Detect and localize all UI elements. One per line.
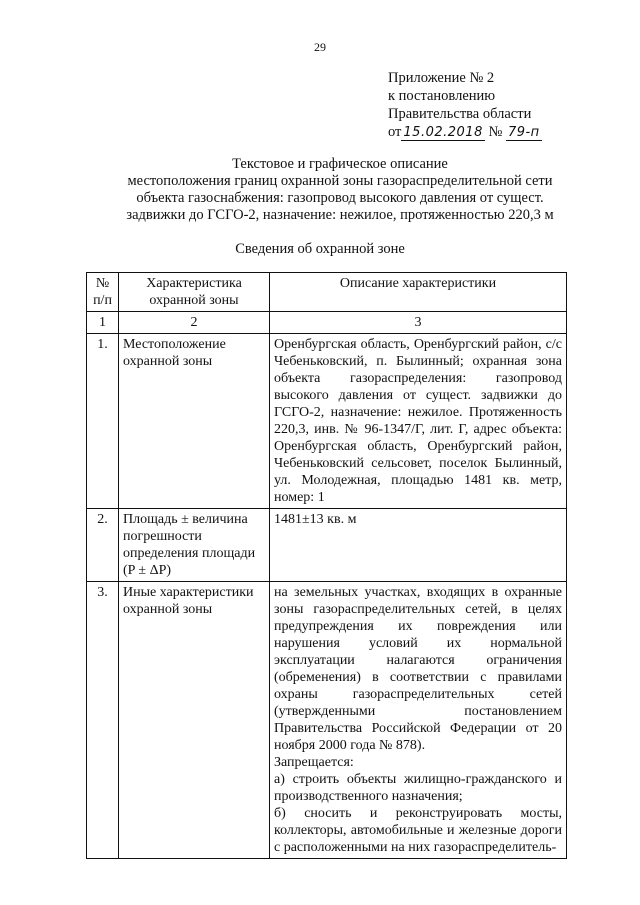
section-title: Сведения об охранной зоне [235, 241, 405, 257]
appendix-line1: Приложение № 2 [388, 70, 495, 86]
restrictions-text: на земельных участках, входящих в охранные зоны газораспределительных сетей, в целях предупреждения их повреждения или нарушения условий их нормальной эксплуатации налагаются ограничения (обременения) в соответствии с правилами охраны газораспределительных сетей (утвержденными постановлением Правительства Российской Федерации от 20 ноября 2000 года № 878). [274, 585, 562, 753]
table-row [87, 582, 567, 859]
appendix-date-line [388, 123, 542, 142]
row-num: 3. [87, 582, 119, 859]
index-cell: 2 [119, 312, 270, 334]
title-line1: Текстовое и графическое описание [232, 156, 448, 172]
title-line4: задвижки до ГСГО-2, назначение: нежилое, протяженностью 220,3 м [126, 207, 554, 223]
prohibition-item-b: б) сносить и реконструировать мосты, коллекторы, автомобильные и железные дороги с расположенными на них газораспределитель- [274, 806, 562, 855]
table-header-row [87, 273, 567, 312]
row-num: 2. [87, 509, 119, 582]
appendix-number-label: № [488, 124, 503, 140]
title-line3: объекта газоснабжения: газопровод высокого давления от сущест. [136, 190, 544, 206]
handwritten-date: 15.02.2018 [403, 125, 483, 140]
row-characteristic: Местоположение охранной зоны [119, 334, 270, 509]
table-index-row [87, 312, 567, 334]
page-number: 29 [314, 40, 326, 54]
protection-zone-table [86, 272, 567, 859]
table-row [87, 334, 567, 509]
row-description: Оренбургская область, Оренбургский район, с/с Чебеньковский, п. Былинный; охранная зона объекта газораспределения: газопровод высокого давления от сущест. задвижки до ГСГО-2, назначение: нежилое. Протяженность 220,3, инв. № 96-1347/Г, лит. Г, адрес объекта: Оренбургская область, Оренбургский район, Чебеньковский сельсовет, поселок Былинный, ул. Молодежная, площадью 1481 кв. метр, номер: 1 [270, 334, 567, 509]
index-cell: 3 [270, 312, 567, 334]
appendix-from-label: от [388, 124, 402, 140]
table-row [87, 509, 567, 582]
handwritten-number: 79-п [507, 125, 540, 140]
prohibition-item-a: а) строить объекты жилищно-гражданского и производственного назначения; [274, 772, 562, 804]
index-cell: 1 [87, 312, 119, 334]
row-description [270, 582, 567, 859]
appendix-block [388, 69, 542, 142]
prohibited-label: Запрещается: [274, 755, 354, 770]
appendix-line3: Правительства области [388, 106, 532, 122]
header-characteristic: Характеристика охранной зоны [119, 273, 270, 312]
document-title [60, 156, 620, 224]
row-num: 1. [87, 334, 119, 509]
title-line2: местоположения границ охранной зоны газораспределительной сети [127, 173, 553, 189]
header-num: № п/п [87, 273, 119, 312]
row-characteristic: Площадь ± величина погрешности определения площади (P ± ΔP) [119, 509, 270, 582]
row-characteristic: Иные характеристики охранной зоны [119, 582, 270, 859]
header-description: Описание характеристики [270, 273, 567, 312]
appendix-line2: к постановлению [388, 88, 496, 104]
row-description: 1481±13 кв. м [270, 509, 567, 582]
